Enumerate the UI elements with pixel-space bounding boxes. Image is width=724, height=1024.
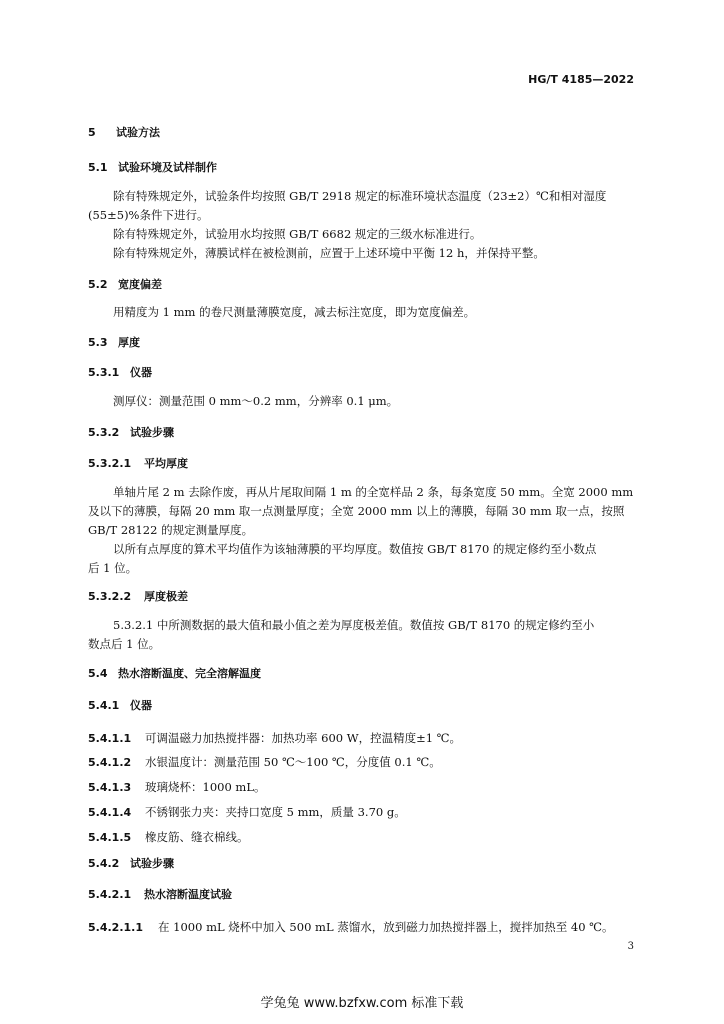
clause-5-4-1-4	[88, 801, 406, 820]
section-title: 宽度偏差	[118, 278, 162, 291]
paragraph-line: 用精度为 1 mm 的卷尺测量薄膜宽度，减去标注宽度，即为宽度偏差。	[113, 305, 476, 319]
paragraph-line: 除有特殊规定外，试验用水均按照 GB/T 6682 规定的三级水标准进行。	[113, 227, 482, 241]
paragraph-line: 测厚仪：测量范围 0 mm～0.2 mm，分辨率 0.1 μm。	[113, 394, 399, 408]
section-number: 5.3.2	[88, 426, 120, 439]
section-number: 5.3	[88, 336, 108, 349]
section-5-4-2-1-heading	[88, 886, 232, 902]
clause-5-4-1-3	[88, 776, 265, 795]
clause-text: 可调温磁力加热搅拌器：加热功率 600 W，控温精度±1 ℃。	[145, 731, 462, 745]
clause-text: 水银温度计：测量范围 50 ℃～100 ℃，分度值 0.1 ℃。	[145, 755, 441, 769]
section-title: 仪器	[130, 699, 152, 712]
section-number: 5.4	[88, 667, 108, 680]
paragraph-line: 除有特殊规定外，试验条件均按照 GB/T 2918 规定的标准环境状态温度（23±2）℃和相对湿度	[113, 189, 607, 203]
section-5-4-1-heading	[88, 697, 152, 713]
clause-5-4-2-1-1	[88, 916, 614, 935]
watermark-footer: 学兔兔 www.bzfxw.com 标准下载	[260, 996, 464, 1011]
section-number: 5.3.2.1	[88, 457, 132, 470]
clause-5-4-1-2	[88, 751, 441, 770]
clause-text: 橡皮筋、缝衣棉线。	[145, 830, 249, 844]
clause-text: 不锈钢张力夹：夹持口宽度 5 mm，质量 3.70 g。	[145, 805, 406, 819]
clause-text: 在 1000 mL 烧杯中加入 500 mL 蒸馏水，放到磁力加热搅拌器上，搅拌加热至 40 ℃。	[158, 920, 614, 934]
clause-number: 5.4.1.3	[88, 781, 132, 794]
paragraph-line: 单轴片尾 2 m 去除作废，再从片尾取间隔 1 m 的全宽样品 2 条，每条宽度 50 mm。全宽 2000 mm	[113, 485, 634, 499]
clause-number: 5.4.1.5	[88, 831, 132, 844]
paragraph-line: (55±5)%条件下进行。	[88, 208, 209, 222]
section-5-heading	[88, 124, 160, 140]
section-title: 热水溶断温度试验	[144, 888, 232, 901]
paragraph-line: 除有特殊规定外，薄膜试样在被检测前，应置于上述环境中平衡 12 h，并保持平整。	[113, 246, 545, 260]
section-title: 试验步骤	[130, 857, 174, 870]
section-title: 厚度极差	[144, 590, 188, 603]
section-number: 5	[88, 126, 96, 139]
section-title: 试验方法	[116, 126, 160, 139]
clause-text: 玻璃烧杯：1000 mL。	[145, 780, 266, 794]
clause-number: 5.4.1.4	[88, 806, 132, 819]
section-5-3-2-heading	[88, 424, 174, 440]
paragraph-line: 5.3.2.1 中所测数据的最大值和最小值之差为厚度极差值。数值按 GB/T 8170 的规定修约至小	[113, 618, 595, 632]
page-number: 3	[627, 941, 634, 952]
section-number: 5.4.2	[88, 857, 120, 870]
clause-number: 5.4.1.1	[88, 732, 132, 745]
section-title: 试验步骤	[130, 426, 174, 439]
paragraph-line: 数点后 1 位。	[88, 637, 161, 651]
section-title: 平均厚度	[144, 457, 188, 470]
section-title: 厚度	[118, 336, 140, 349]
section-number: 5.4.2.1	[88, 888, 132, 901]
section-5-2-heading	[88, 276, 162, 292]
clause-number: 5.4.1.2	[88, 756, 132, 769]
section-number: 5.2	[88, 278, 108, 291]
section-title: 热水溶断温度、完全溶解温度	[118, 667, 261, 680]
clause-number: 5.4.2.1.1	[88, 921, 143, 934]
section-number: 5.3.2.2	[88, 590, 132, 603]
section-5-3-2-2-heading	[88, 588, 188, 604]
standard-number: HG/T 4185—2022	[528, 73, 634, 86]
section-5-3-2-1-heading	[88, 455, 188, 471]
section-number: 5.1	[88, 161, 108, 174]
clause-5-4-1-5	[88, 826, 249, 845]
paragraph-line: 以所有点厚度的算术平均值作为该轴薄膜的平均厚度。数值按 GB/T 8170 的规定修约至小数点	[113, 542, 597, 556]
section-5-1-heading	[88, 159, 217, 175]
clause-5-4-1-1	[88, 727, 461, 746]
section-number: 5.4.1	[88, 699, 120, 712]
section-5-3-heading	[88, 334, 140, 350]
section-title: 仪器	[130, 366, 152, 379]
section-title: 试验环境及试样制作	[118, 161, 217, 174]
section-number: 5.3.1	[88, 366, 120, 379]
section-5-4-2-heading	[88, 855, 174, 871]
section-5-3-1-heading	[88, 364, 152, 380]
paragraph-line: GB/T 28122 的规定测量厚度。	[88, 523, 254, 537]
paragraph-line: 及以下的薄膜，每隔 20 mm 取一点测量厚度；全宽 2000 mm 以上的薄膜，每隔 30 mm 取一点，按照	[88, 504, 625, 518]
section-5-4-heading	[88, 665, 261, 681]
paragraph-line: 后 1 位。	[88, 561, 138, 575]
